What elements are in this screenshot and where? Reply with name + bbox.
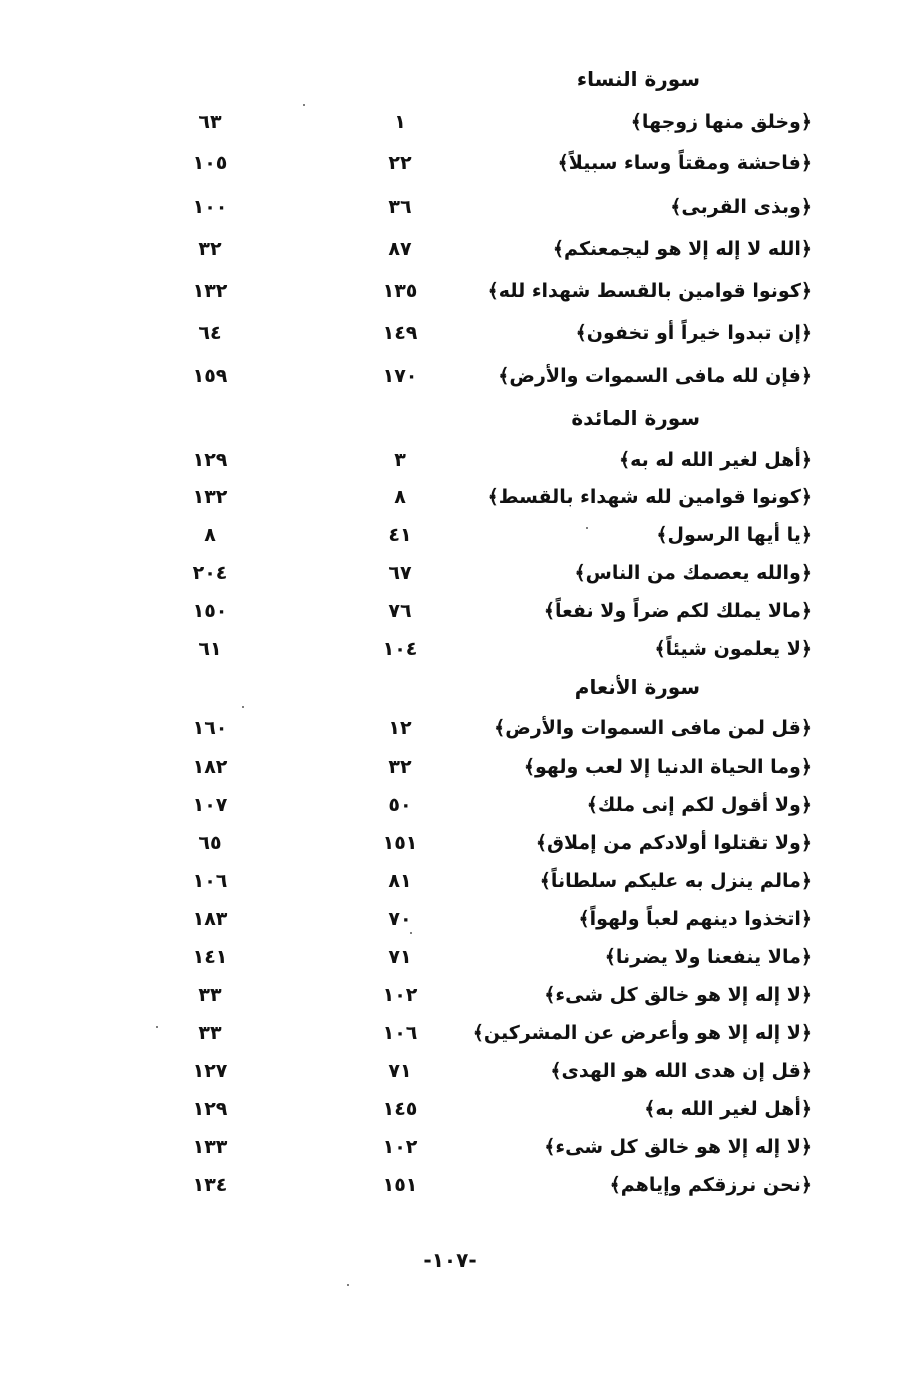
index-row [0, 191, 922, 223]
index-row [0, 360, 922, 392]
ayah-number: ١ [394, 111, 406, 133]
verse-text: ﴿لا إله إلا هو خالق كل شىء﴾ [544, 1136, 812, 1158]
page-reference: ١٥٩ [192, 365, 228, 387]
verse-text: ﴿مالم ينزل به عليكم سلطاناً﴾ [539, 870, 812, 892]
index-row [0, 633, 922, 665]
index-row [0, 444, 922, 476]
verse-text: ﴿لا يعلمون شيئاً﴾ [654, 638, 812, 660]
index-row [0, 941, 922, 973]
verse-text: ﴿الله لا إله إلا هو ليجمعنكم﴾ [552, 238, 812, 260]
page-reference: ٦٤ [198, 322, 222, 344]
verse-text: ﴿فإن لله مافى السموات والأرض﴾ [498, 365, 812, 387]
index-row [0, 789, 922, 821]
index-row [0, 233, 922, 265]
scan-speck [156, 1026, 158, 1028]
index-row [0, 865, 922, 897]
verse-text: ﴿نحن نرزقكم وإياهم﴾ [609, 1174, 812, 1196]
index-row [0, 481, 922, 513]
page-reference: ١٠٠ [192, 196, 228, 218]
page-number: -١٠٧- [423, 1248, 477, 1272]
ayah-number: ٦٧ [388, 562, 412, 584]
verse-text: ﴿كونوا قوامين لله شهداء بالقسط﴾ [487, 486, 812, 508]
page-reference: ٣٢ [198, 238, 222, 260]
index-row [0, 519, 922, 551]
index-row [0, 1169, 922, 1201]
ayah-number: ١٤٩ [382, 322, 418, 344]
index-row [0, 979, 922, 1011]
page-reference: ١٢٩ [192, 1098, 228, 1120]
index-row [0, 1017, 922, 1049]
verse-text: ﴿قل إن هدى الله هو الهدى﴾ [550, 1060, 812, 1082]
verse-text: ﴿يا أيها الرسول﴾ [656, 524, 812, 546]
index-row [0, 1093, 922, 1125]
page-reference: ١٣٢ [192, 486, 228, 508]
verse-text: ﴿أهل لغير الله له به﴾ [618, 449, 812, 471]
ayah-number: ٨ [394, 486, 406, 508]
page-reference: ١٤١ [192, 946, 228, 968]
index-row [0, 595, 922, 627]
index-row [0, 557, 922, 589]
ayah-number: ٤١ [388, 524, 412, 546]
page-reference: ١٠٥ [192, 152, 228, 174]
ayah-number: ٧٠ [388, 908, 412, 930]
page-reference: ١٣٤ [192, 1174, 228, 1196]
verse-text: ﴿قل لمن مافى السموات والأرض﴾ [494, 717, 812, 739]
page-reference: ١٣٢ [192, 280, 228, 302]
ayah-number: ٨١ [388, 870, 412, 892]
scan-speck [586, 527, 588, 529]
ayah-number: ٧١ [388, 1060, 412, 1082]
verse-text: ﴿ولا أقول لكم إنى ملك﴾ [586, 794, 812, 816]
index-row [0, 903, 922, 935]
ayah-number: ١٠٦ [382, 1022, 418, 1044]
page-reference: ١٢٩ [192, 449, 228, 471]
verse-text: ﴿وخلق منها زوجها﴾ [630, 111, 812, 133]
ayah-number: ٣٢ [388, 756, 412, 778]
section-heading-anam: سورة الأنعام [574, 675, 700, 699]
ayah-number: ١٠٢ [382, 1136, 418, 1158]
page-reference: ١٠٧ [192, 794, 228, 816]
ayah-number: ١٣٥ [382, 280, 418, 302]
verse-text: ﴿لا إله إلا هو خالق كل شىء﴾ [544, 984, 812, 1006]
ayah-number: ١٤٥ [382, 1098, 418, 1120]
index-row [0, 275, 922, 307]
index-row [0, 712, 922, 744]
verse-text: ﴿والله يعصمك من الناس﴾ [574, 562, 812, 584]
page-reference: ٢٠٤ [192, 562, 228, 584]
verse-text: ﴿إن تبدوا خيراً أو تخفون﴾ [575, 322, 812, 344]
ayah-number: ٧١ [388, 946, 412, 968]
index-row [0, 317, 922, 349]
verse-text: ﴿مالا يملك لكم ضراً ولا نفعاً﴾ [543, 600, 812, 622]
page-reference: ١٨٢ [192, 756, 228, 778]
page-reference: ١٠٦ [192, 870, 228, 892]
page-reference: ١٦٠ [192, 717, 228, 739]
page-reference: ٣٣ [198, 984, 222, 1006]
index-row [0, 106, 922, 138]
page-reference: ١٥٠ [192, 600, 228, 622]
page-reference: ١٢٧ [192, 1060, 228, 1082]
page-reference: ١٣٣ [192, 1136, 228, 1158]
ayah-number: ٣٦ [388, 196, 412, 218]
page-reference: ٨ [204, 524, 216, 546]
page-reference: ١٨٣ [192, 908, 228, 930]
ayah-number: ١٥١ [382, 1174, 418, 1196]
page-reference: ٦١ [198, 638, 222, 660]
verse-text: ﴿فاحشة ومقتاً وساء سبيلاً﴾ [557, 152, 812, 174]
ayah-number: ١٠٤ [382, 638, 418, 660]
page-reference: ٦٥ [198, 832, 222, 854]
index-row [0, 751, 922, 783]
ayah-number: ١٢ [388, 717, 412, 739]
scan-speck [347, 1284, 349, 1286]
verse-text: ﴿وما الحياة الدنيا إلا لعب ولهو﴾ [523, 756, 812, 778]
verse-text: ﴿لا إله إلا هو وأعرض عن المشركين﴾ [472, 1022, 812, 1044]
verse-text: ﴿اتخذوا دينهم لعباً ولهواً﴾ [578, 908, 812, 930]
verse-text: ﴿وبذى القربى﴾ [670, 196, 812, 218]
section-heading-nisa: سورة النساء [576, 67, 700, 91]
scan-speck [410, 932, 412, 934]
scan-speck [303, 104, 305, 106]
verse-text: ﴿كونوا قوامين بالقسط شهداء لله﴾ [487, 280, 812, 302]
ayah-number: ٨٧ [388, 238, 412, 260]
section-heading-maidah: سورة المائدة [571, 406, 700, 430]
ayah-number: ٥٠ [388, 794, 412, 816]
ayah-number: ٢٢ [388, 152, 412, 174]
index-row [0, 1055, 922, 1087]
index-row [0, 827, 922, 859]
ayah-number: ١٥١ [382, 832, 418, 854]
ayah-number: ١٠٢ [382, 984, 418, 1006]
ayah-number: ١٧٠ [382, 365, 418, 387]
verse-text: ﴿ولا تقتلوا أولادكم من إملاق﴾ [535, 832, 812, 854]
scan-speck [242, 706, 244, 708]
verse-text: ﴿أهل لغير الله به﴾ [644, 1098, 812, 1120]
index-row [0, 1131, 922, 1163]
ayah-number: ٣ [394, 449, 406, 471]
page-reference: ٦٣ [198, 111, 222, 133]
index-row [0, 147, 922, 179]
verse-text: ﴿مالا ينفعنا ولا يضرنا﴾ [604, 946, 812, 968]
ayah-number: ٧٦ [388, 600, 412, 622]
page-reference: ٣٣ [198, 1022, 222, 1044]
